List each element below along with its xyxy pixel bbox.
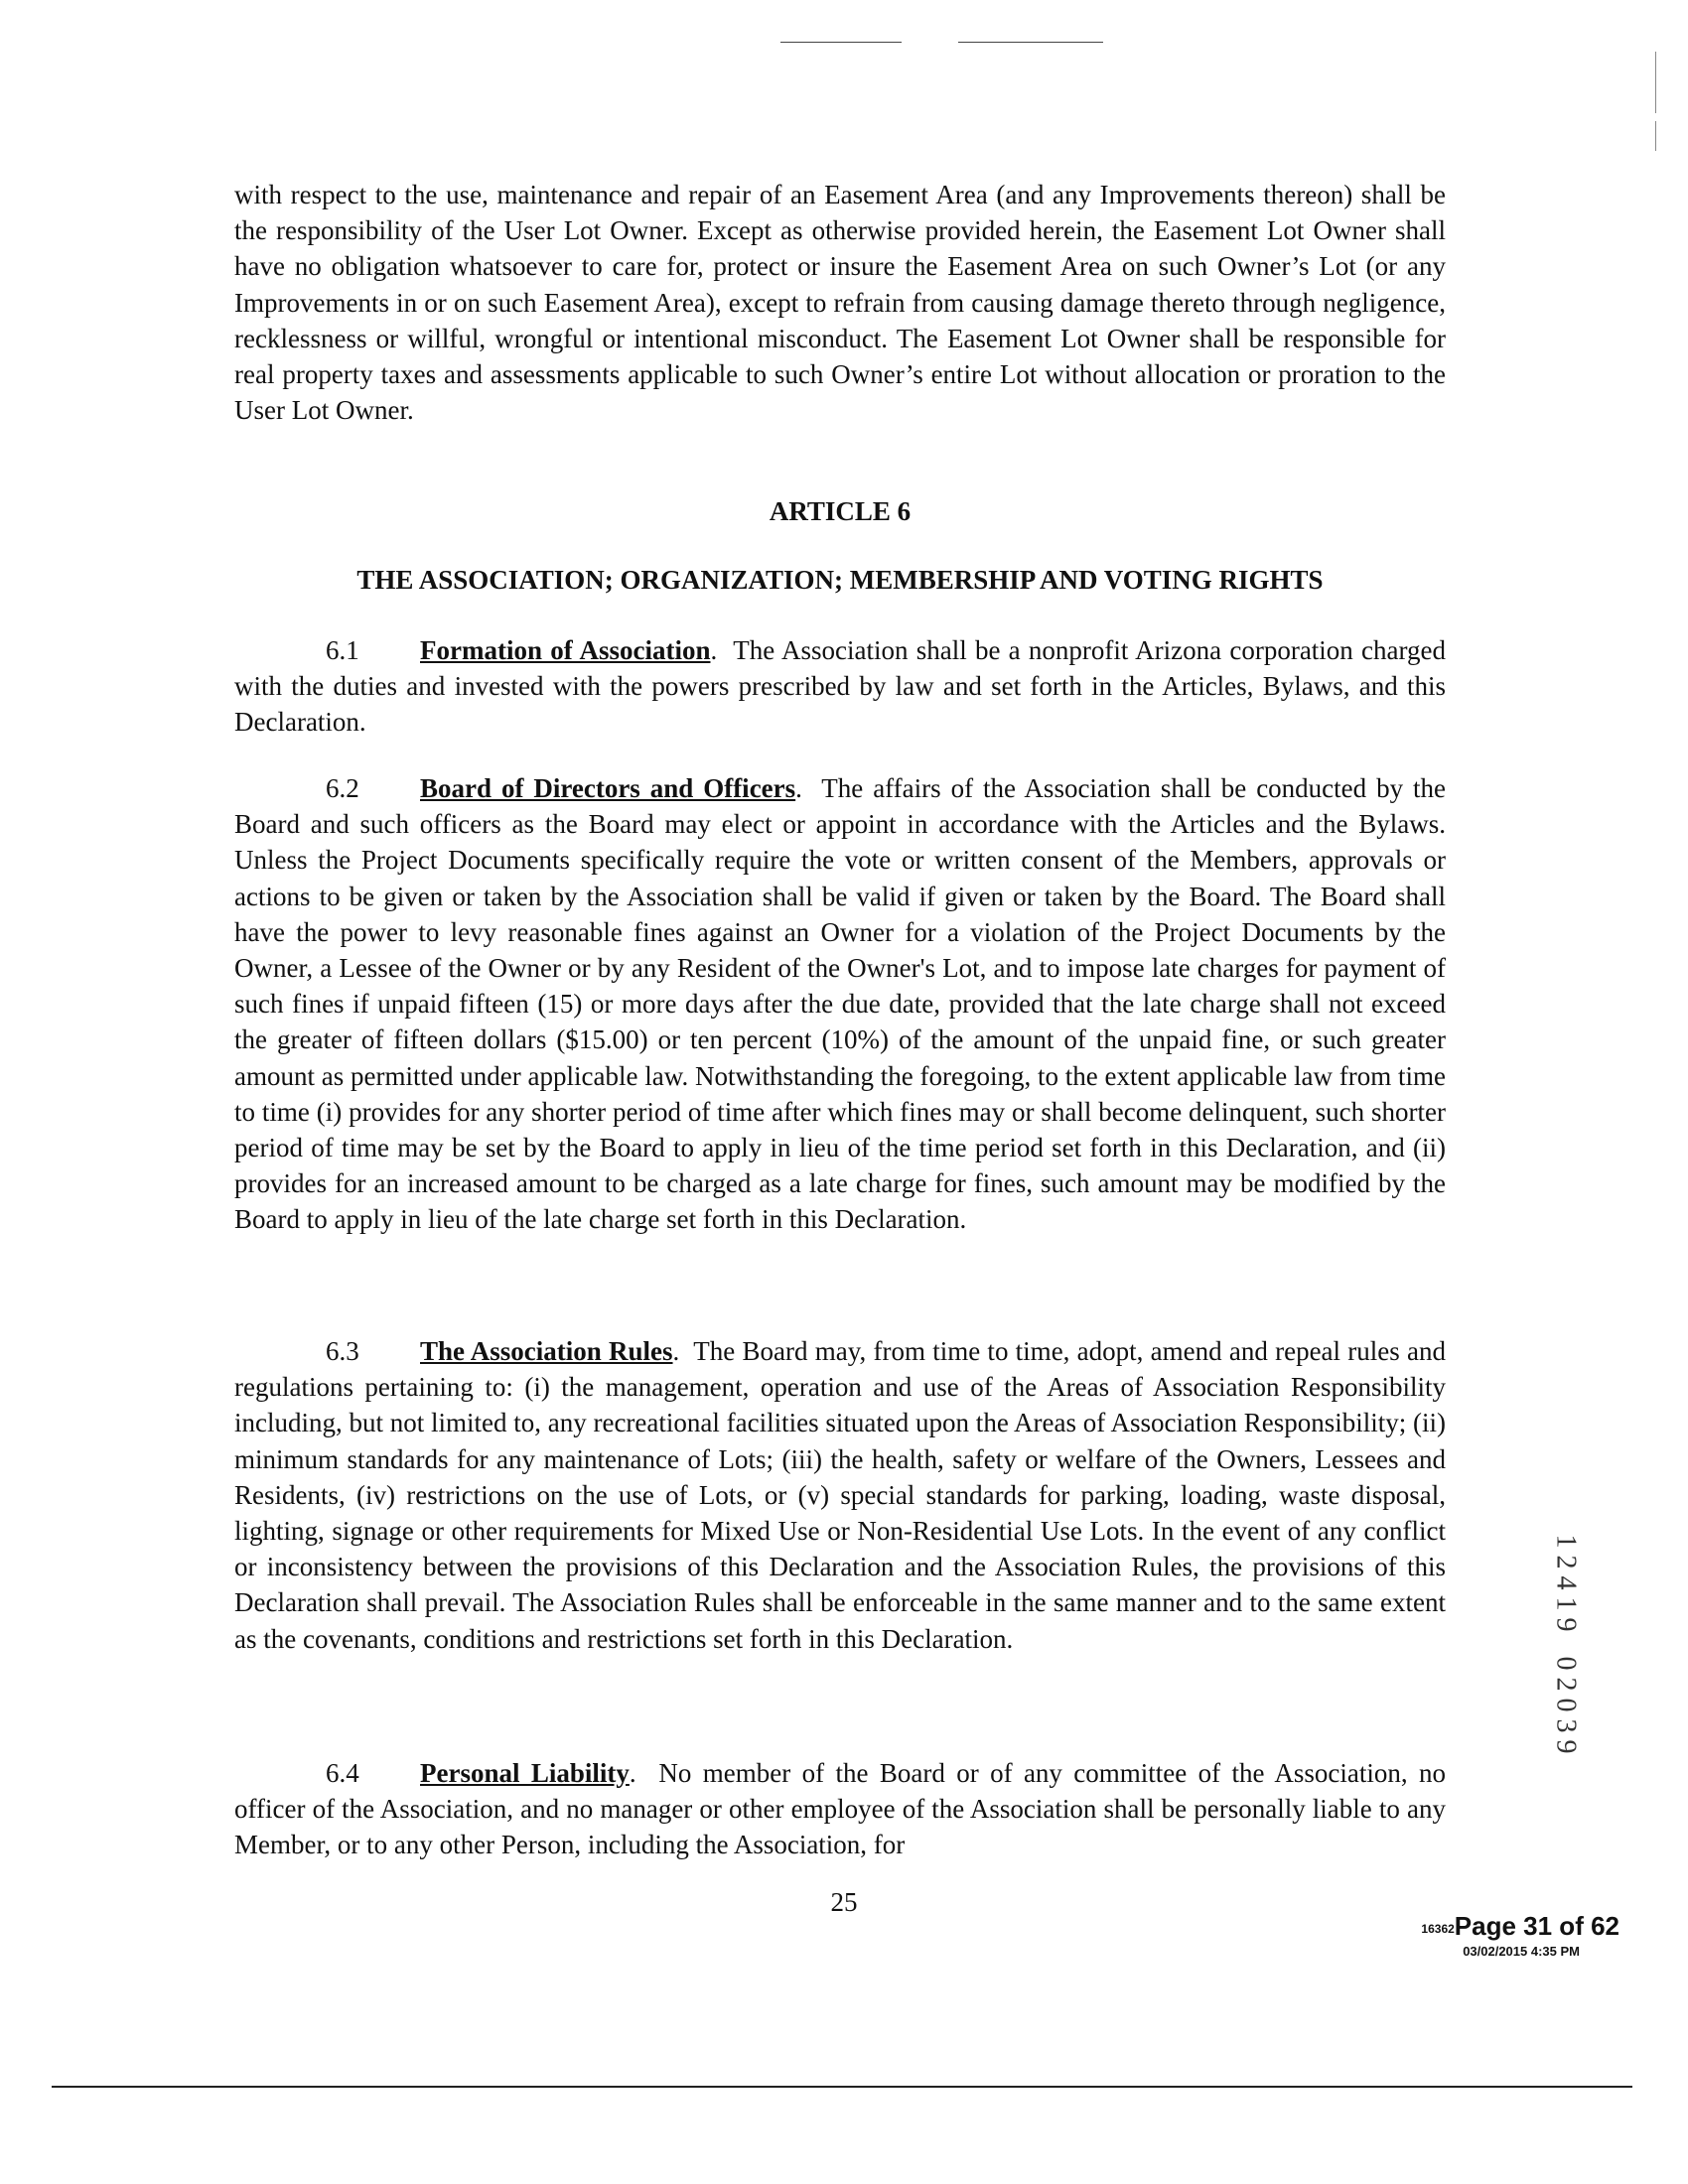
section-number: 6.4 — [326, 1758, 359, 1788]
code-digit: 2 — [1550, 1555, 1582, 1570]
code-digit: 9 — [1550, 1739, 1582, 1754]
page-number: 25 — [830, 1887, 858, 1917]
code-digit: 0 — [1550, 1698, 1582, 1712]
section-title: Board of Directors and Officers — [420, 773, 796, 803]
code-digit: 1 — [1550, 1596, 1582, 1611]
section-title: The Association Rules — [420, 1336, 673, 1366]
bottom-scan-line — [52, 2086, 1632, 2088]
stamp-page-label: Page 31 of 62 — [1454, 1911, 1619, 1941]
section-text: The affairs of the Association shall be conducted by the Board and such officers as the Board may elect or appoint in accordance with the Articles and the Bylaws. Unless the Project Documents specifically require the vote or written consent of the Members, approvals or actions to be given or taken by the Association shall be valid if given or taken by the Board. The Board shall have the power to levy reasonable fines against an Owner for a violation of the Project Documents by the Owner, a Lessee of the Owner or by any Resident of the Owner's Lot, and to impose late charges for payment of such fines if unpaid fifteen (15) or more days after the due date, provided that the late charge shall not exceed the greater of fifteen dollars ($15.00) or ten percent (10%) of the amount of the unpaid fine, or such greater amount as permitted under applicable law. Notwithstanding the foregoing, to the extent applicable law from time to time (i) provides for any shorter period of time after which fines may or shall become delinquent, such shorter period of time may be set by the Board to apply in lieu of the time period set forth in this Declaration, and (ii) provides for an increased amount to be charged as a late charge for fines, such amount may be modified by the Board to apply in lieu of the late charge set forth in this Declaration. — [234, 773, 1446, 1235]
section-text: No member of the Board or of any committee of the Association, no officer of the Association, and no manager or other employee of the Association shall be personally liable to any Member, or to any other Person, including the Association, for — [234, 1758, 1446, 1860]
recording-stamp — [1371, 1911, 1619, 1959]
article-title: THE ASSOCIATION; ORGANIZATION; MEMBERSHIP AND VOTING RIGHTS — [356, 565, 1324, 595]
article-label: ARTICLE 6 — [769, 496, 912, 526]
section-number: 6.1 — [326, 635, 359, 665]
recording-number-vertical — [1552, 1531, 1580, 1757]
margin-scan-line — [1655, 52, 1656, 113]
section-6-4: 6.4 Personal Liability. No member of the Board or of any committee of the Association, no officer of the Association, and no manager or other employee of the Association shall be personally liable to any Member, or to any other Person, including the Association, for — [234, 1755, 1446, 1863]
section-6-2: 6.2 Board of Directors and Officers. The affairs of the Association shall be conducted by the Board and such officers as the Board may elect or appoint in accordance with the Articles and the Bylaws. Unless the Project Documents specifically require the vote or written consent of the Members, approvals or actions to be given or taken by the Association shall be valid if given or taken by the Board. The Board shall have the power to levy reasonable fines against an Owner for a violation of the Project Documents by the Owner, a Lessee of the Owner or by any Resident of the Owner's Lot, and to impose late charges for payment of such fines if unpaid fifteen (15) or more days after the due date, provided that the late charge shall not exceed the greater of fifteen dollars ($15.00) or ten percent (10%) of the amount of the unpaid fine, or such greater amount as permitted under applicable law. Notwithstanding the foregoing, to the extent applicable law from time to time (i) provides for any shorter period of time after which fines may or shall become delinquent, such shorter period of time may be set by the Board to apply in lieu of the time period set forth in this Declaration, and (ii) provides for an increased amount to be charged as a late charge for fines, such amount may be modified by the Board to apply in lieu of the late charge set forth in this Declaration. — [234, 770, 1446, 1238]
section-6-3: 6.3 The Association Rules. The Board may, from time to time, adopt, amend and repeal rules and regulations pertaining to: (i) the management, operation and use of the Areas of Association Responsibility including, but not limited to, any recreational facilities situated upon the Areas of Association Responsibility; (ii) minimum standards for any maintenance of Lots; (iii) the health, safety or welfare of the Owners, Lessees and Residents, (iv) restrictions on the use of Lots, or (v) special standards for parking, loading, waste disposal, lighting, signage or other requirements for Mixed Use or Non-Residential Use Lots. In the event of any conflict or inconsistency between the provisions of this Declaration and the Association Rules, the provisions of this Declaration shall prevail. The Association Rules shall be enforceable in the same manner and to the same extent as the covenants, conditions and restrictions set forth in this Declaration. — [234, 1333, 1446, 1657]
code-digit: 9 — [1550, 1617, 1582, 1632]
top-scan-line-right — [958, 42, 1103, 43]
section-6-1: 6.1 Formation of Association. The Association shall be a nonprofit Arizona corporation charged with the duties and invested with the powers prescribed by law and set forth in the Articles, Bylaws, and this Declaration. — [234, 632, 1446, 741]
stamp-prefix: 16362 — [1421, 1922, 1455, 1936]
section-text: The Board may, from time to time, adopt, amend and repeal rules and regulations pertaining to: (i) the management, operation and use of the Areas of Association Responsibility including, but not limited to, any recreational facilities situated upon the Areas of Association Responsibility; (ii) minimum standards for any maintenance of Lots; (iii) the health, safety or welfare of the Owners, Lessees and Residents, (iv) restrictions on the use of Lots, or (v) special standards for parking, loading, waste disposal, lighting, signage or other requirements for Mixed Use or Non-Residential Use Lots. In the event of any conflict or inconsistency between the provisions of this Declaration and the Association Rules, the provisions of this Declaration shall prevail. The Association Rules shall be enforceable in the same manner and to the same extent as the covenants, conditions and restrictions set forth in this Declaration. — [234, 1336, 1447, 1654]
code-digit: 3 — [1550, 1718, 1582, 1733]
stamp-datetime: 03/02/2015 4:35 PM — [1463, 1944, 1580, 1959]
section-title: Formation of Association — [420, 635, 711, 665]
section-number: 6.3 — [326, 1336, 359, 1366]
code-digit: 2 — [1550, 1677, 1582, 1692]
code-digit: 1 — [1550, 1534, 1582, 1549]
code-digit: 4 — [1550, 1575, 1582, 1590]
code-digit: 0 — [1550, 1656, 1582, 1671]
section-number: 6.2 — [326, 773, 359, 803]
section-text: The Association shall be a nonprofit Arizona corporation charged with the duties and invested with the powers prescribed by law and set forth in the Articles, Bylaws, and this Declaration. — [234, 635, 1447, 738]
section-title: Personal Liability — [420, 1758, 630, 1788]
continued-paragraph: with respect to the use, maintenance and repair of an Easement Area (and any Improvements thereon) shall be the responsibility of the User Lot Owner. Except as otherwise provided herein, the Easement Lot Owner shall have no obligation whatsoever to care for, protect or insure the Easement Area on such Owner’s Lot (or any Improvements in or on such Easement Area), except to refrain from causing damage thereto through negligence, recklessness or willful, wrongful or intentional misconduct. The Easement Lot Owner shall be responsible for real property taxes and assessments applicable to such Owner’s entire Lot without allocation or proration to the User Lot Owner. — [234, 180, 1446, 426]
margin-scan-line-lower — [1655, 121, 1656, 151]
top-scan-line-left — [780, 42, 902, 43]
